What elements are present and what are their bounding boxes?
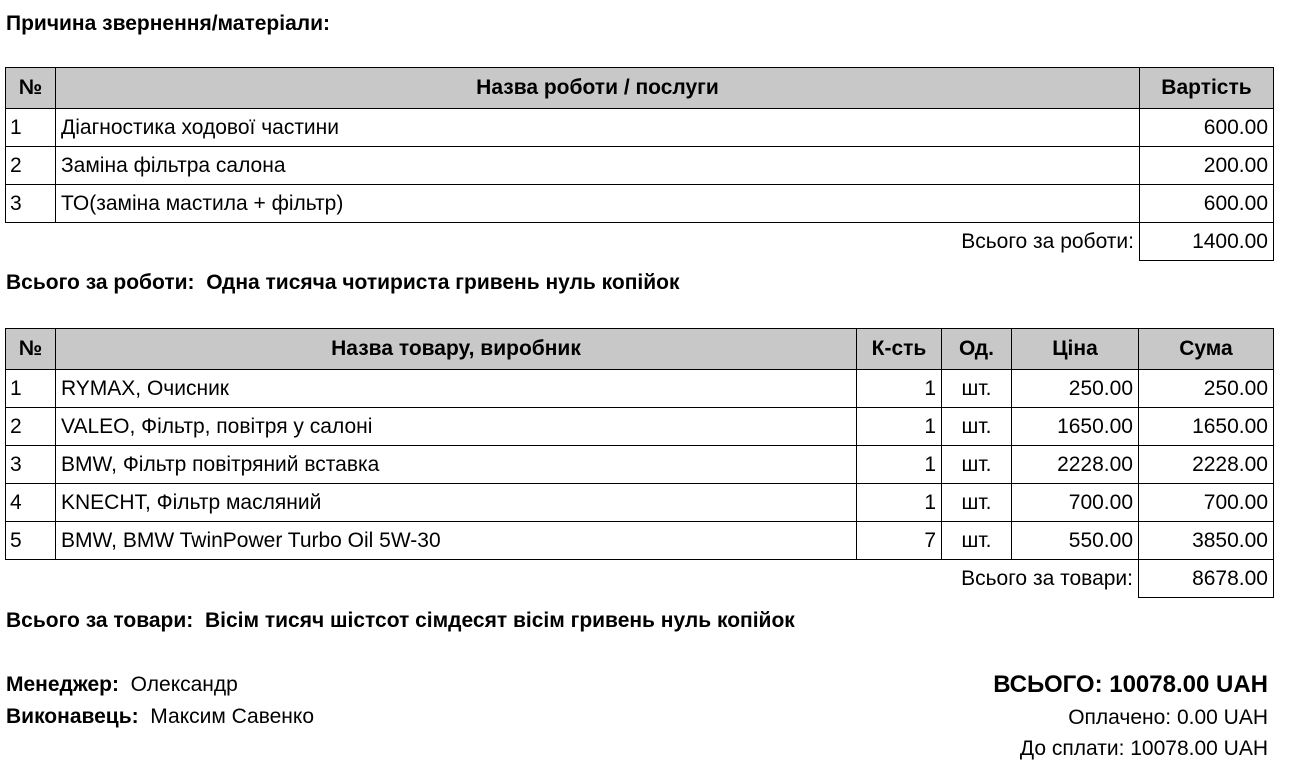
goods-cell-qty: 1	[857, 446, 942, 484]
goods-cell-qty: 1	[857, 408, 942, 446]
works-cell-cost: 200.00	[1140, 147, 1274, 185]
works-words-label: Всього за роботи:	[6, 271, 195, 294]
goods-row	[6, 522, 1274, 560]
goods-cell-qty: 7	[857, 522, 942, 560]
goods-cell-qty: 1	[857, 370, 942, 408]
goods-cell-unit: шт.	[942, 370, 1012, 408]
paid-amount: Оплачено: 0.00 UAH	[1068, 706, 1268, 729]
works-row	[6, 147, 1274, 185]
goods-cell-num: 1	[6, 370, 56, 408]
goods-cell-num: 2	[6, 408, 56, 446]
goods-cell-name: RYMAX, Очисник	[56, 370, 857, 408]
works-cell-name: Заміна фільтра салона	[56, 147, 1140, 185]
works-row	[6, 185, 1274, 223]
goods-cell-sum: 250.00	[1139, 370, 1274, 408]
manager-line	[6, 673, 238, 697]
works-total-row	[6, 223, 1274, 261]
goods-cell-unit: шт.	[942, 522, 1012, 560]
goods-col-num: №	[6, 329, 56, 370]
executor-label: Виконавець:	[6, 705, 139, 728]
goods-cell-num: 5	[6, 522, 56, 560]
goods-col-price: Ціна	[1012, 329, 1139, 370]
goods-cell-name: KNECHT, Фільтр масляний	[56, 484, 857, 522]
goods-cell-sum: 700.00	[1139, 484, 1274, 522]
works-total-label: Всього за роботи:	[961, 229, 1134, 253]
works-total-value: 1400.00	[1140, 223, 1274, 261]
manager-label: Менеджер:	[6, 673, 119, 696]
goods-total-label: Всього за товари:	[961, 566, 1133, 590]
manager-value: Олександр	[130, 673, 238, 696]
goods-cell-sum: 2228.00	[1139, 446, 1274, 484]
goods-total-row	[6, 560, 1274, 598]
goods-cell-unit: шт.	[942, 484, 1012, 522]
goods-cell-unit: шт.	[942, 408, 1012, 446]
goods-cell-price: 550.00	[1012, 522, 1139, 560]
works-cell-cost: 600.00	[1140, 109, 1274, 147]
goods-cell-unit: шт.	[942, 446, 1012, 484]
works-cell-num: 2	[6, 147, 56, 185]
goods-total-value: 8678.00	[1139, 560, 1274, 598]
goods-words-value: Вісім тисяч шістсот сімдесят вісім гривень нуль копійок	[204, 609, 795, 632]
goods-cell-name: BMW, BMW TwinPower Turbo Oil 5W-30	[56, 522, 857, 560]
works-row	[6, 109, 1274, 147]
goods-words-label: Всього за товари:	[6, 609, 194, 632]
goods-cell-price: 250.00	[1012, 370, 1139, 408]
works-cell-name: Діагностика ходової частини	[56, 109, 1140, 147]
goods-cell-name: VALEO, Фільтр, повітря у салоні	[56, 408, 857, 446]
goods-cell-num: 3	[6, 446, 56, 484]
reason-heading: Причина звернення/матеріали:	[6, 12, 331, 35]
amount-to-pay: До сплати: 10078.00 UAH	[1019, 737, 1268, 760]
goods-col-name: Назва товару, виробник	[56, 329, 857, 370]
goods-header-row	[6, 329, 1274, 370]
works-total-words	[6, 271, 680, 295]
goods-col-unit: Од.	[942, 329, 1012, 370]
works-cell-cost: 600.00	[1140, 185, 1274, 223]
goods-cell-name: BMW, Фільтр повітряний вставка	[56, 446, 857, 484]
goods-table	[5, 328, 1274, 598]
works-cell-num: 1	[6, 109, 56, 147]
goods-cell-price: 2228.00	[1012, 446, 1139, 484]
goods-cell-price: 1650.00	[1012, 408, 1139, 446]
goods-cell-price: 700.00	[1012, 484, 1139, 522]
goods-row	[6, 370, 1274, 408]
goods-col-qty: К-сть	[857, 329, 942, 370]
works-cell-num: 3	[6, 185, 56, 223]
goods-row	[6, 484, 1274, 522]
works-header-row	[6, 68, 1274, 109]
works-cell-name: ТО(заміна мастила + фільтр)	[56, 185, 1140, 223]
goods-total-words	[6, 609, 795, 633]
goods-cell-sum: 1650.00	[1139, 408, 1274, 446]
works-col-num: №	[6, 68, 56, 109]
executor-value: Максим Савенко	[150, 705, 315, 728]
works-table	[5, 67, 1274, 261]
works-words-value: Одна тисяча чотириста гривень нуль копійок	[206, 271, 680, 294]
goods-row	[6, 446, 1274, 484]
works-col-cost: Вартість	[1140, 68, 1274, 109]
goods-col-sum: Сума	[1139, 329, 1274, 370]
works-col-name: Назва роботи / послуги	[56, 68, 1140, 109]
goods-row	[6, 408, 1274, 446]
goods-cell-sum: 3850.00	[1139, 522, 1274, 560]
goods-cell-qty: 1	[857, 484, 942, 522]
executor-line	[6, 705, 314, 729]
grand-total: ВСЬОГО: 10078.00 UAH	[993, 671, 1268, 698]
goods-cell-num: 4	[6, 484, 56, 522]
